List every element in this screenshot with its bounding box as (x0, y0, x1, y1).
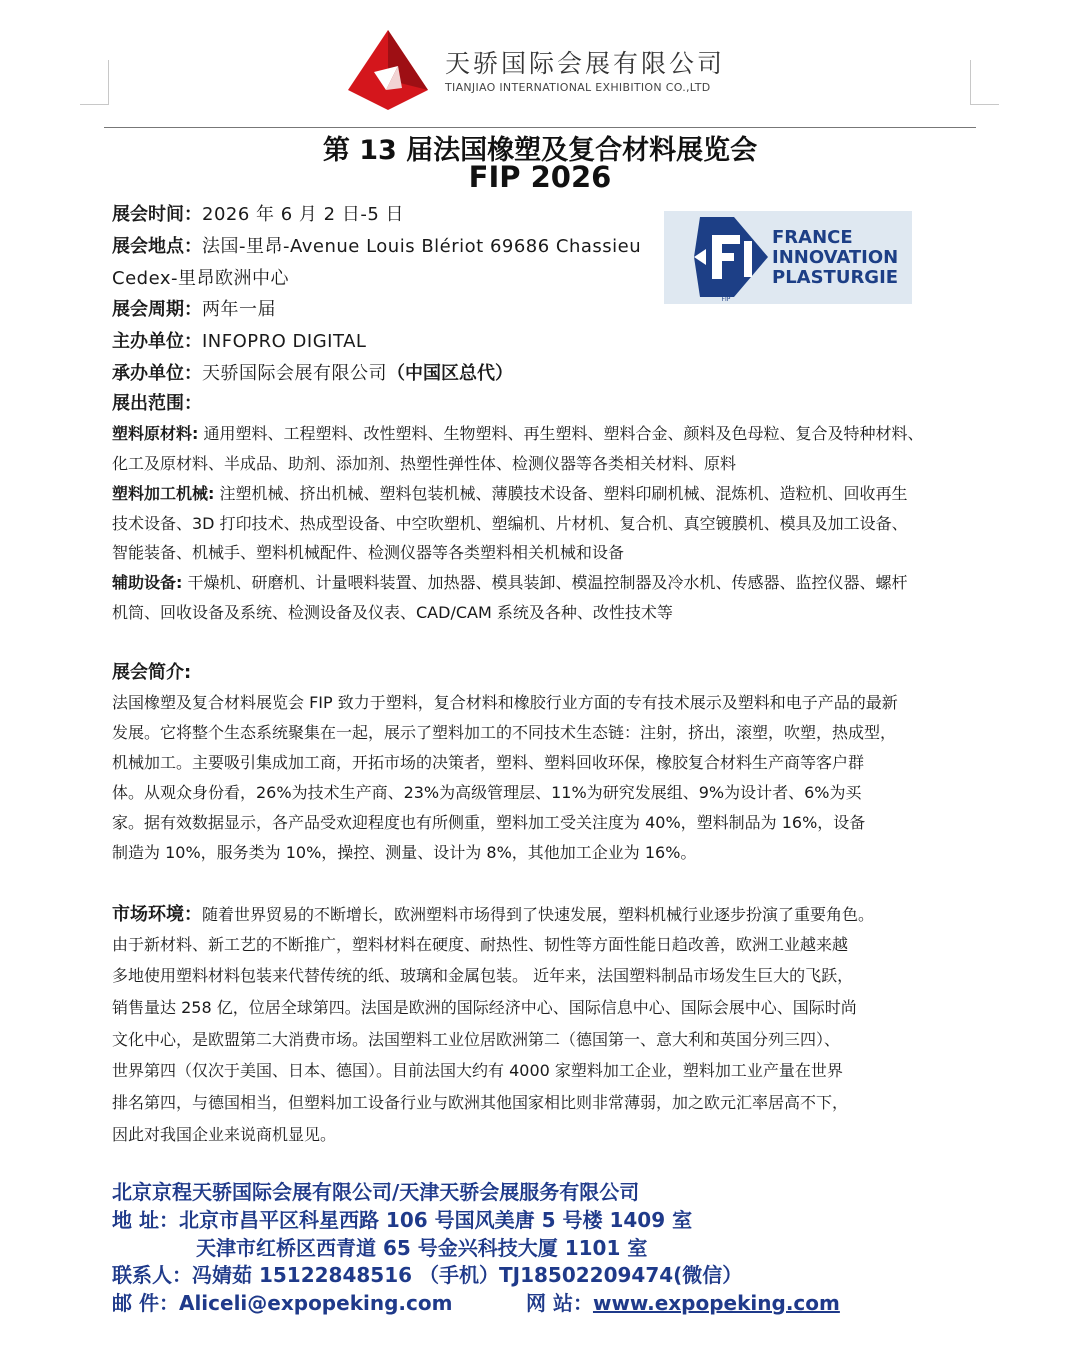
contact-address (112, 1204, 692, 1233)
email-value[interactable]: Aliceli@expopeking.com (178, 1291, 453, 1315)
venue-value: 法国-里昂-Avenue Louis Blériot 69686 Chassieu (202, 236, 642, 257)
market-label: 市场环境： (112, 904, 202, 925)
address-2: 天津市红桥区西青道 65 号金兴科技大厦 1101 室 (196, 1236, 648, 1260)
contact-web (526, 1287, 840, 1316)
contact-person (112, 1259, 742, 1288)
crop-mark-left (80, 60, 109, 105)
market-line-4: 销售量达 258 亿，位居全球第四。法国是欧洲的国际经济中心、国际信息中心、国际会展中心、国际时尚 (112, 998, 857, 1017)
venue-label: 展会地点： (112, 236, 202, 257)
tianjiao-logo-icon (346, 28, 430, 112)
web-label: 网 站： (526, 1291, 593, 1315)
fip-mark-text: FIP (721, 296, 731, 303)
scope-aux-text-1: 干燥机、研磨机、计量喂料装置、加热器、模具装卸、模温控制器及冷水机、传感器、监控仪器、螺杆 (182, 573, 908, 592)
info-cycle (112, 295, 276, 321)
scope-machine-label: 塑料加工机械: (112, 484, 215, 503)
scope-raw (112, 421, 924, 444)
market-line-8: 因此对我国企业来说商机显见。 (112, 1125, 337, 1144)
intro-line-5: 家。据有效数据显示，各产品受欢迎程度也有所侧重，塑料加工受关注度为 40%，塑料制品为 16%，设备 (112, 813, 866, 832)
intro-line-6: 制造为 10%，服务类为 10%，操控、测量、设计为 8%，其他加工企业为 16%。 (112, 843, 697, 862)
scope-machine (112, 481, 908, 504)
scope-raw-text-2: 化工及原材料、半成品、助剂、添加剂、热塑性弹性体、检测仪器等各类相关材料、原料 (112, 454, 737, 473)
info-venue (112, 232, 641, 258)
intro-line-3: 机械加工。主要吸引集成加工商，开拓市场的决策者，塑料、塑料回收环保，橡胶复合材料生产商等客户群 (112, 753, 865, 772)
organizer-note: （中国区总代） (387, 363, 513, 384)
scope-label: 展出范围： (112, 393, 202, 414)
cycle-value: 两年一届 (202, 299, 276, 320)
intro-line-2: 发展。它将整个生态系统聚集在一起，展示了塑料加工的不同技术生态链：注射，挤出，滚塑，吹塑，热成型， (112, 723, 897, 742)
venue-value-2: Cedex-里昂欧洲中心 (112, 268, 289, 289)
scope-aux (112, 570, 908, 593)
cycle-label: 展会周期： (112, 299, 202, 320)
address-label: 地 址： (112, 1208, 179, 1232)
market-line-5: 文化中心，是欧盟第二大消费市场。法国塑料工业位居欧洲第二（德国第一、意大利和英国分列三四）、 (112, 1030, 841, 1049)
fip-logo-line3: PLASTURGIE (772, 267, 899, 288)
organizer-label: 承办单位： (112, 363, 202, 384)
company-name-en: TIANJIAO INTERNATIONAL EXHIBITION CO.,LTD (445, 81, 711, 94)
scope-machine-text-2: 技术设备、3D 打印技术、热成型设备、中空吹塑机、塑编机、片材机、复合机、真空镀膜机、模具及加工设备、 (112, 514, 908, 533)
company-name-cn: 天骄国际会展有限公司 (445, 49, 726, 78)
info-time (112, 200, 404, 226)
market-text-1: 随着世界贸易的不断增长，欧洲塑料市场得到了快速发展，塑料机械行业逐步扮演了重要角色。 (202, 905, 875, 924)
intro-line-1: 法国橡塑及复合材料展览会 FIP 致力于塑料，复合材料和橡胶行业方面的专有技术展示及塑料和电子产品的最新 (112, 693, 898, 712)
contact-email (112, 1287, 452, 1316)
person-label: 联系人： (112, 1263, 192, 1287)
person-value: 冯婧茹 15122848516 （手机）TJ18502209474(微信） (192, 1263, 743, 1287)
organizer-value: 天骄国际会展有限公司 (202, 363, 387, 384)
market-line-3: 多地使用塑料材料包装来代替传统的纸、玻璃和金属包装。 近年来，法国塑料制品市场发生巨大的飞跃， (112, 966, 854, 985)
info-scope (112, 389, 202, 415)
scope-machine-text-3: 智能装备、机械手、塑料机械配件、检测仪器等各类塑料相关机械和设备 (112, 543, 625, 562)
crop-mark-right (970, 60, 999, 105)
fip-logo (664, 211, 912, 304)
document-title-en: FIP 2026 (468, 160, 612, 194)
address-1: 北京市昌平区科星西路 106 号国风美唐 5 号楼 1409 室 (178, 1208, 693, 1232)
website-link[interactable]: www.expopeking.com (592, 1291, 840, 1315)
market-line-1 (112, 900, 874, 926)
market-line-6: 世界第四（仅次于美国、日本、德国）。目前法国大约有 4000 家塑料加工企业，塑料加工业产量在世界 (112, 1061, 843, 1080)
scope-aux-text-2: 机筒、回收设备及系统、检测设备及仪表、CAD/CAM 系统及各种、改性技术等 (112, 603, 673, 622)
host-label: 主办单位： (112, 331, 202, 352)
scope-aux-label: 辅助设备: (112, 573, 183, 592)
info-host (112, 327, 366, 353)
market-line-2: 由于新材料、新工艺的不断推广，塑料材料在硬度、耐热性、韧性等方面性能日趋改善，欧洲工业越来越 (112, 935, 849, 954)
contact-company: 北京京程天骄国际会展有限公司/天津天骄会展服务有限公司 (112, 1180, 640, 1204)
intro-line-4: 体。从观众身份看，26%为技术生产商、23%为高级管理层、11%为研究发展组、9%为设计者、6%为买 (112, 783, 862, 802)
info-venue-cont (112, 264, 289, 290)
market-line-7: 排名第四，与德国相当，但塑料加工设备行业与欧洲其他国家相比则非常薄弱，加之欧元汇率居高不下， (112, 1093, 849, 1112)
host-value: INFOPRO DIGITAL (202, 331, 367, 352)
fip-logo-line2: INNOVATION (772, 247, 899, 268)
info-organizer (112, 359, 513, 385)
email-label: 邮 件： (112, 1291, 179, 1315)
document-title-cn: 第 13 届法国橡塑及复合材料展览会 (322, 135, 758, 166)
scope-raw-text-1: 通用塑料、工程塑料、改性塑料、生物塑料、再生塑料、塑料合金、颜料及色母粒、复合及特种材料、 (198, 424, 924, 443)
fip-logo-line1: FRANCE (772, 227, 853, 248)
intro-title: 展会简介: (112, 662, 192, 683)
time-value: 2026 年 6 月 2 日-5 日 (202, 204, 404, 225)
scope-raw-label: 塑料原材料: (112, 424, 199, 443)
time-label: 展会时间： (112, 204, 202, 225)
scope-machine-text-1: 注塑机械、挤出机械、塑料包装机械、薄膜技术设备、塑料印刷机械、混炼机、造粒机、回收再生 (214, 484, 908, 503)
